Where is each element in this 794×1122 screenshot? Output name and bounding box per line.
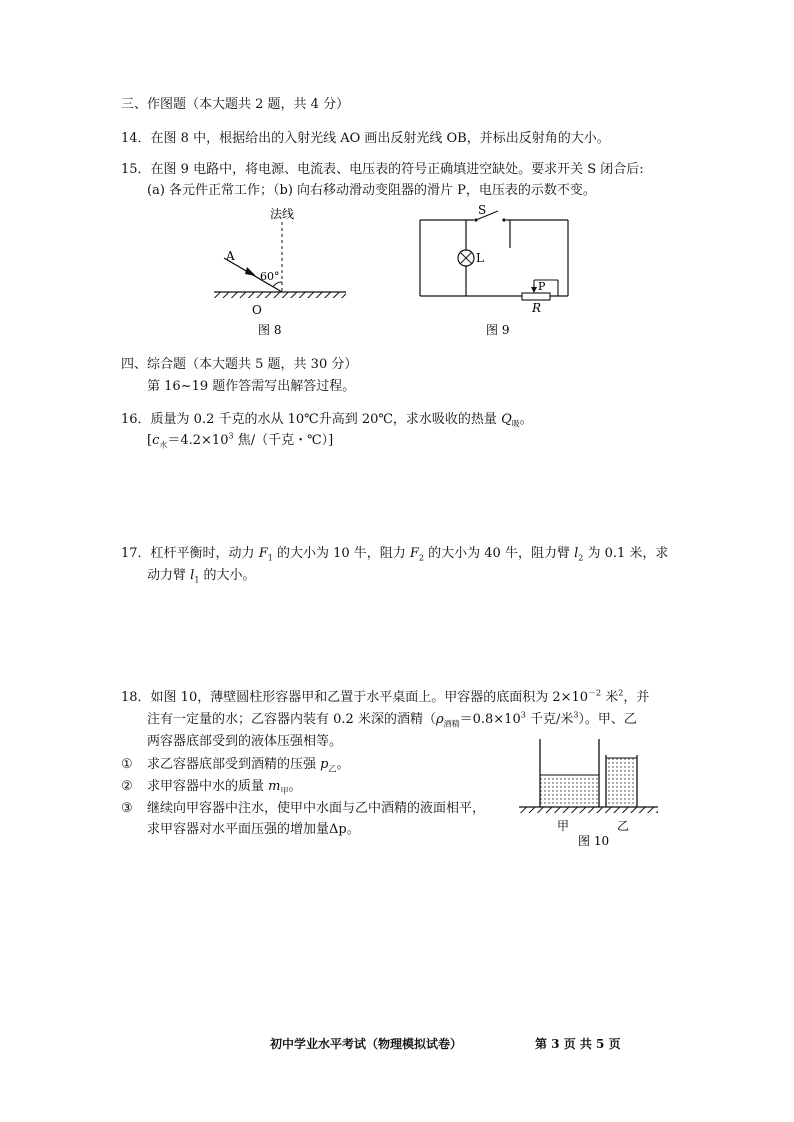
label-jia: 甲: [557, 819, 570, 833]
q18-rho-sub: 酒精: [443, 719, 460, 729]
q16-c-sub: 水: [159, 440, 168, 450]
q17-f1: F: [258, 546, 268, 561]
q17-f2-sub: 2: [418, 553, 425, 563]
q18-item-2-end: 。: [288, 779, 302, 794]
q18-item-1-number: ①: [121, 757, 133, 772]
q16-value: ＝4.2×10: [167, 433, 229, 448]
question-18-line1: [121, 689, 649, 707]
q16-exponent: 3: [228, 431, 234, 441]
question-15-line2: (a) 各元件正常工作；（b) 向右移动滑动变阻器的滑片 P，电压表的示数不变。: [147, 183, 596, 198]
q16-unit: 焦/（千克・℃）]: [233, 433, 334, 448]
section4-note: 第 16~19 题作答需写出解答过程。: [147, 379, 356, 394]
container-yi-liquid: [606, 758, 637, 807]
section3-heading: 三、作图题（本大题共 2 题，共 4 分）: [121, 97, 350, 112]
question-18-line3: 两容器底部受到的液体压强相等。: [147, 734, 343, 749]
q18-item-2-text: 求甲容器中水的质量: [147, 779, 269, 794]
switch-label: S: [478, 203, 487, 217]
q17-f1-sub: 1: [267, 553, 273, 563]
q16-c-symbol: c: [152, 433, 160, 448]
q18-text-4: 注有一定量的水；乙容器内装有 0.2 米深的酒精（: [147, 712, 436, 727]
q18-item-3-line1: 继续向甲容器中注水，使甲中水面与乙中酒精的液面相平，: [147, 801, 486, 816]
q17-l2: l: [574, 546, 579, 561]
label-yi: 乙: [617, 819, 630, 833]
footer-exam-title: 初中学业水平考试（物理模拟试卷）: [270, 1037, 463, 1051]
mirror-hatch: [214, 292, 346, 298]
q17-text-4: 为 0.1 米，求: [583, 546, 669, 561]
table-hatch: [519, 807, 658, 813]
q16-symbol: Q: [501, 412, 512, 427]
q18-rho: ρ: [435, 712, 444, 727]
q18-item-1-end: 。: [336, 757, 350, 772]
ray-label-A: A: [226, 249, 235, 263]
q18-exp-2: 2: [618, 688, 624, 698]
q17-l1-sub: 1: [194, 575, 200, 585]
rheostat-icon: [522, 293, 550, 300]
figure-9-caption: 图 9: [486, 323, 510, 337]
question-18-line2: [147, 711, 637, 729]
figure-9: [410, 200, 590, 340]
q18-exp-1: －2: [588, 688, 602, 698]
q18-item-1: [147, 756, 349, 774]
figure-10-caption: 图 10: [578, 834, 610, 848]
q18-item-1-symbol: p: [320, 757, 329, 772]
ray-arrow-head: [245, 267, 256, 276]
point-label-O: O: [252, 303, 262, 317]
container-jia-liquid: [540, 775, 599, 807]
figure-8: [210, 200, 360, 340]
q18-item-2-sub: 甲: [280, 786, 289, 796]
q18-item-3-line2: 求甲容器对水平面压强的增加量Δp。: [147, 822, 360, 837]
q18-item-2-symbol: m: [268, 779, 281, 794]
q18-item-3-number: ③: [121, 801, 133, 816]
q18-text-6: 千克/米: [525, 712, 574, 727]
question-15-line1: 15．在图 9 电路中，将电源、电流表、电压表的符号正确填进空缺处。要求开关 S 闭合后:: [121, 162, 644, 177]
q16-symbol-sub: 吸: [511, 419, 520, 429]
q17-l1: l: [190, 568, 195, 583]
lamp-label: L: [476, 251, 484, 265]
q18-item-2: [147, 778, 301, 796]
q18-item-2-number: ②: [121, 779, 133, 794]
q18-text-5: ＝0.8×10: [459, 712, 521, 727]
switch-contact-right: [502, 218, 505, 221]
q17-text-2: 的大小为 10 牛，阻力: [272, 546, 410, 561]
q18-text-1: 18．如图 10，薄壁圆柱形容器甲和乙置于水平桌面上。甲容器的底面积为 2×10: [121, 690, 589, 705]
q16-bracket: [: [147, 433, 153, 448]
figure-8-caption: 图 8: [258, 323, 282, 337]
figure-10: [515, 733, 665, 851]
question-14: 14．在图 8 中，根据给出的入射光线 AO 画出反射光线 OB，并标出反射角的大小。: [121, 131, 610, 146]
q18-exp-4: 3: [573, 710, 579, 720]
question-17-line1: [121, 545, 668, 563]
q17-text-3: 的大小为 40 牛，阻力臂: [424, 546, 575, 561]
q17-l2-sub: 2: [578, 553, 584, 563]
question-16-line2: [147, 432, 333, 450]
question-16-line1: [121, 411, 533, 429]
q16-text-end: 。: [519, 412, 533, 427]
q17-text-6: 的大小。: [199, 568, 256, 583]
rheostat-label: R: [532, 301, 542, 315]
q18-text-2: 米: [601, 690, 619, 705]
q18-text-3: ，并: [623, 690, 650, 705]
q18-item-1-text: 求乙容器底部受到酒精的压强: [147, 757, 321, 772]
angle-label: 60°: [260, 270, 280, 283]
q17-f2: F: [409, 546, 419, 561]
slider-label: P: [538, 280, 546, 293]
question-17-line2: [147, 567, 256, 585]
normal-label: 法线: [270, 207, 295, 221]
q16-text: 16．质量为 0.2 千克的水从 10℃升高到 20℃，求水吸收的热量: [121, 412, 502, 427]
footer-page-number: 第 3 页 共 5 页: [535, 1037, 621, 1051]
q18-text-7: ）。甲、乙: [578, 712, 637, 727]
q18-exp-3: 3: [520, 710, 526, 720]
slider-arrow-icon: [531, 287, 537, 293]
q17-text-1: 17．杠杆平衡时，动力: [121, 546, 259, 561]
q17-text-5: 动力臂: [147, 568, 191, 583]
q18-item-1-sub: 乙: [328, 764, 337, 774]
section4-heading: 四、综合题（本大题共 5 题，共 30 分）: [121, 357, 358, 372]
